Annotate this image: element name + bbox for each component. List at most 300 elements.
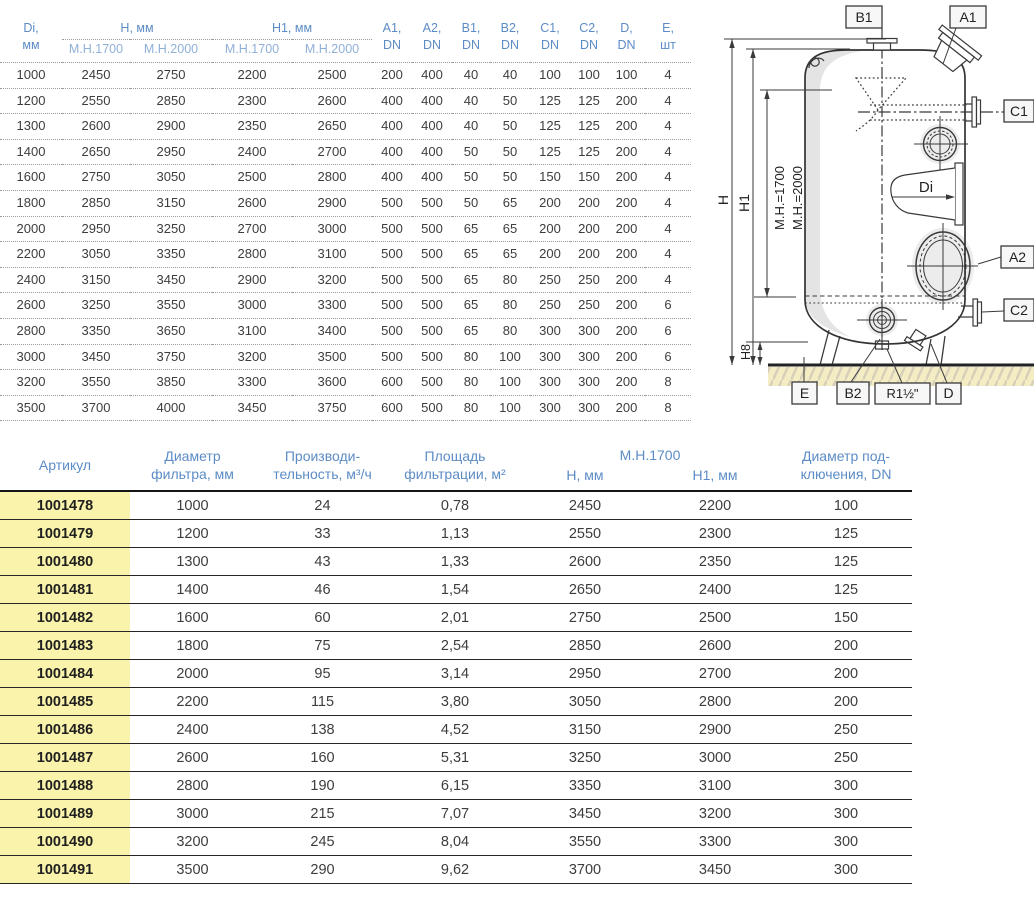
svg-text:E: E (799, 385, 810, 401)
cell: 200 (372, 63, 412, 89)
cell: 200 (608, 190, 645, 216)
cell: 2000 (0, 216, 62, 242)
col-header-area: Площадь фильтрации, м² (390, 444, 520, 491)
cell: 2600 (130, 744, 255, 772)
col-header-d: D, DN (608, 20, 645, 63)
cell: 200 (608, 344, 645, 370)
cell: 125 (570, 114, 608, 140)
cell: 3000 (130, 800, 255, 828)
label-r-thread (875, 383, 930, 404)
cell: 3,14 (390, 660, 520, 688)
cell: 3850 (130, 370, 212, 396)
cell: 125 (780, 548, 912, 576)
cell: 215 (255, 800, 390, 828)
cell: 4 (645, 267, 691, 293)
cell: 2750 (130, 63, 212, 89)
cell: 1001483 (0, 632, 130, 660)
cell: 3050 (520, 688, 650, 716)
cell: 245 (255, 828, 390, 856)
cell: 200 (780, 632, 912, 660)
cell: 4 (645, 63, 691, 89)
cell: 65 (452, 318, 490, 344)
label-d (936, 383, 961, 404)
col-header-h: Н, мм (520, 464, 650, 491)
cell: 400 (412, 114, 452, 140)
cell: 2550 (62, 88, 130, 114)
svg-text:A2: A2 (1008, 249, 1027, 265)
cell: 3250 (62, 293, 130, 319)
cell: 500 (372, 242, 412, 268)
table-row (0, 88, 691, 114)
cell: 7,07 (390, 800, 520, 828)
cell: 400 (372, 114, 412, 140)
cell: 3,80 (390, 688, 520, 716)
dim-mh1700: М.Н.=1700 (772, 166, 787, 230)
cell: 2750 (62, 165, 130, 191)
cell: 2650 (292, 114, 372, 140)
cell: 1001487 (0, 744, 130, 772)
cell: 200 (608, 293, 645, 319)
cell: 2950 (520, 660, 650, 688)
cell: 300 (570, 318, 608, 344)
cell: 2500 (650, 604, 780, 632)
cell: 500 (412, 242, 452, 268)
table-row (0, 716, 912, 744)
cell: 125 (570, 88, 608, 114)
svg-text:C2: C2 (1010, 302, 1028, 318)
cell: 2600 (520, 548, 650, 576)
cell: 300 (780, 856, 912, 884)
cell: 300 (780, 828, 912, 856)
table-row (0, 576, 912, 604)
cell: 1000 (130, 491, 255, 520)
cell: 3450 (130, 267, 212, 293)
cell: 2200 (650, 491, 780, 520)
cell: 500 (372, 318, 412, 344)
col-group-h: Н, мм (62, 20, 212, 40)
cell: 1600 (0, 165, 62, 191)
cell: 2600 (212, 190, 292, 216)
cell: 2900 (650, 716, 780, 744)
table-row (0, 139, 691, 165)
cell: 200 (608, 267, 645, 293)
cell: 6 (645, 293, 691, 319)
cell: 500 (412, 293, 452, 319)
cell: 3150 (520, 716, 650, 744)
cell: 100 (780, 491, 912, 520)
table-row (0, 344, 691, 370)
cell: 3250 (130, 216, 212, 242)
cell: 2200 (130, 688, 255, 716)
cell: 2850 (520, 632, 650, 660)
cell: 2900 (130, 114, 212, 140)
cell: 1300 (130, 548, 255, 576)
cell: 6 (645, 344, 691, 370)
cell: 138 (255, 716, 390, 744)
cell: 300 (570, 370, 608, 396)
svg-text:D: D (943, 385, 954, 401)
cell: 3000 (0, 344, 62, 370)
cell: 3050 (130, 165, 212, 191)
subheader-mh1700-h: М.Н.1700 (62, 40, 130, 63)
table-row (0, 744, 912, 772)
cell: 50 (490, 114, 530, 140)
cell: 2450 (520, 491, 650, 520)
svg-text:B2: B2 (844, 385, 862, 401)
cell: 600 (372, 395, 412, 421)
dim-mh2000: М.Н.=2000 (790, 166, 805, 230)
cell: 2600 (62, 114, 130, 140)
cell: 200 (608, 216, 645, 242)
cell: 400 (372, 165, 412, 191)
cell: 3650 (130, 318, 212, 344)
cell: 2400 (0, 267, 62, 293)
cell: 40 (452, 63, 490, 89)
cell: 75 (255, 632, 390, 660)
cell: 2650 (520, 576, 650, 604)
cell: 80 (452, 370, 490, 396)
cell: 400 (372, 88, 412, 114)
cell: 3100 (212, 318, 292, 344)
cell: 3350 (130, 242, 212, 268)
cell: 1001489 (0, 800, 130, 828)
cell: 200 (570, 190, 608, 216)
cell: 3300 (650, 828, 780, 856)
b1-nozzle (867, 39, 897, 51)
cell: 400 (412, 139, 452, 165)
label-b1 (846, 6, 882, 28)
product-header-row-1 (0, 444, 912, 464)
cell: 200 (530, 190, 570, 216)
col-header-h1: Н1, мм (650, 464, 780, 491)
cell: 200 (608, 318, 645, 344)
cell: 1001488 (0, 772, 130, 800)
cell: 3150 (62, 267, 130, 293)
cell: 2800 (212, 242, 292, 268)
cell: 2700 (212, 216, 292, 242)
cell: 6 (645, 318, 691, 344)
cell: 3700 (62, 395, 130, 421)
cell: 3000 (650, 744, 780, 772)
cell: 3200 (650, 800, 780, 828)
col-group-mh1700: М.Н.1700 (619, 447, 681, 463)
cell: 40 (452, 88, 490, 114)
cell: 40 (490, 63, 530, 89)
cell: 100 (490, 344, 530, 370)
cell: 4 (645, 242, 691, 268)
cell: 200 (608, 139, 645, 165)
col-header-a2: A2, DN (412, 20, 452, 63)
cell: 40 (452, 114, 490, 140)
table-row (0, 267, 691, 293)
cell: 2300 (212, 88, 292, 114)
cell: 3100 (650, 772, 780, 800)
cell: 2850 (62, 190, 130, 216)
col-header-c1: C1, DN (530, 20, 570, 63)
cell: 3500 (0, 395, 62, 421)
cell: 150 (780, 604, 912, 632)
cell: 3000 (292, 216, 372, 242)
cell: 300 (570, 344, 608, 370)
spec-table-body (0, 63, 691, 421)
cell: 500 (412, 395, 452, 421)
cell: 2700 (292, 139, 372, 165)
cell: 1001491 (0, 856, 130, 884)
cell: 2800 (130, 772, 255, 800)
col-header-capacity: Производи- тельность, м³/ч (255, 444, 390, 491)
table-row (0, 772, 912, 800)
col-header-di-line1: Di, (23, 21, 39, 35)
cell: 2800 (292, 165, 372, 191)
col-header-dn: Диаметр под- ключения, DN (780, 444, 912, 491)
cell: 200 (570, 216, 608, 242)
cell: 2950 (130, 139, 212, 165)
cell: 1200 (0, 88, 62, 114)
cell: 9,62 (390, 856, 520, 884)
cell: 290 (255, 856, 390, 884)
cell: 3550 (130, 293, 212, 319)
dim-h8: H8 (739, 344, 753, 360)
cell: 3350 (520, 772, 650, 800)
cell: 5,31 (390, 744, 520, 772)
cell: 200 (780, 688, 912, 716)
cell: 1600 (130, 604, 255, 632)
label-c2 (1004, 299, 1034, 321)
cell: 2900 (212, 267, 292, 293)
cell: 3450 (212, 395, 292, 421)
cell: 3350 (62, 318, 130, 344)
cell: 50 (490, 139, 530, 165)
cell: 3300 (212, 370, 292, 396)
table-row (0, 114, 691, 140)
cell: 1,13 (390, 520, 520, 548)
subheader-mh1700-h1: М.Н.1700 (212, 40, 292, 63)
cell: 2650 (62, 139, 130, 165)
cell: 65 (490, 216, 530, 242)
product-table (0, 444, 912, 884)
cell: 100 (490, 370, 530, 396)
cell: 50 (490, 165, 530, 191)
cell: 3450 (62, 344, 130, 370)
cell: 600 (372, 370, 412, 396)
cell: 6,15 (390, 772, 520, 800)
cell: 2,54 (390, 632, 520, 660)
cell: 2600 (292, 88, 372, 114)
cell: 2500 (212, 165, 292, 191)
label-c1 (1004, 100, 1034, 122)
cell: 300 (530, 318, 570, 344)
subheader-mh2000-h1: М.Н.2000 (292, 40, 372, 63)
cell: 3000 (212, 293, 292, 319)
cell: 3750 (292, 395, 372, 421)
table-row (0, 216, 691, 242)
cell: 300 (780, 772, 912, 800)
cell: 125 (570, 139, 608, 165)
dim-h1: H1 (736, 194, 752, 212)
cell: 200 (780, 660, 912, 688)
cell: 150 (530, 165, 570, 191)
cell: 2000 (130, 660, 255, 688)
table-row (0, 293, 691, 319)
cell: 125 (530, 114, 570, 140)
table-row (0, 165, 691, 191)
cell: 65 (452, 216, 490, 242)
dimensions-table (0, 20, 691, 421)
cell: 250 (530, 293, 570, 319)
cell: 500 (372, 267, 412, 293)
product-table-body (0, 491, 912, 884)
cell: 200 (608, 370, 645, 396)
cell: 100 (608, 63, 645, 89)
cell: 100 (530, 63, 570, 89)
cell: 3600 (292, 370, 372, 396)
cell: 3150 (130, 190, 212, 216)
cell: 50 (452, 165, 490, 191)
cell: 125 (530, 139, 570, 165)
cell: 3200 (292, 267, 372, 293)
cell: 100 (490, 395, 530, 421)
cell: 1001482 (0, 604, 130, 632)
table-row (0, 548, 912, 576)
table-row (0, 604, 912, 632)
cell: 1001485 (0, 688, 130, 716)
cell: 2750 (520, 604, 650, 632)
cell: 300 (530, 395, 570, 421)
cell: 1400 (0, 139, 62, 165)
cell: 2350 (650, 548, 780, 576)
cell: 80 (452, 344, 490, 370)
col-header-di (0, 20, 62, 63)
cell: 65 (452, 293, 490, 319)
cell: 1800 (0, 190, 62, 216)
cell: 2200 (0, 242, 62, 268)
subheader-mh2000-h: М.Н.2000 (130, 40, 212, 63)
cell: 500 (412, 318, 452, 344)
cell: 200 (530, 242, 570, 268)
cell: 3100 (292, 242, 372, 268)
cell: 125 (780, 576, 912, 604)
cell: 1001478 (0, 491, 130, 520)
cell: 3500 (292, 344, 372, 370)
svg-text:A1: A1 (959, 9, 977, 25)
cell: 190 (255, 772, 390, 800)
cell: 80 (490, 267, 530, 293)
cell: 500 (412, 267, 452, 293)
cell: 3550 (62, 370, 130, 396)
col-header-c2: C2, DN (570, 20, 608, 63)
cell: 2450 (62, 63, 130, 89)
col-header-diameter: Диаметр фильтра, мм (130, 444, 255, 491)
cell: 500 (372, 216, 412, 242)
cell: 1300 (0, 114, 62, 140)
cell: 2350 (212, 114, 292, 140)
cell: 1000 (0, 63, 62, 89)
cell: 50 (452, 190, 490, 216)
cell: 200 (530, 216, 570, 242)
cell: 3450 (520, 800, 650, 828)
cell: 1400 (130, 576, 255, 604)
cell: 4 (645, 190, 691, 216)
table-row (0, 395, 691, 421)
table-row (0, 856, 912, 884)
cell: 300 (570, 395, 608, 421)
cell: 2200 (212, 63, 292, 89)
cell: 2400 (650, 576, 780, 604)
cell: 500 (372, 344, 412, 370)
cell: 400 (372, 139, 412, 165)
col-header-article: Артикул (0, 444, 130, 491)
cell: 2500 (292, 63, 372, 89)
cell: 4 (645, 216, 691, 242)
cell: 400 (412, 88, 452, 114)
cell: 3700 (520, 856, 650, 884)
cell: 95 (255, 660, 390, 688)
table-row (0, 242, 691, 268)
cell: 1001490 (0, 828, 130, 856)
cell: 125 (780, 520, 912, 548)
vessel-technical-drawing (710, 0, 1034, 424)
table-row (0, 190, 691, 216)
table-row (0, 828, 912, 856)
cell: 2600 (650, 632, 780, 660)
cell: 4 (645, 139, 691, 165)
dim-h: H (715, 194, 731, 206)
cell: 2400 (130, 716, 255, 744)
cell: 400 (412, 165, 452, 191)
cell: 500 (412, 370, 452, 396)
cell: 3250 (520, 744, 650, 772)
cell: 100 (570, 63, 608, 89)
cell: 250 (780, 716, 912, 744)
cell: 200 (608, 395, 645, 421)
cell: 2700 (650, 660, 780, 688)
cell: 250 (780, 744, 912, 772)
cell: 200 (608, 114, 645, 140)
cell: 500 (372, 190, 412, 216)
cell: 3050 (62, 242, 130, 268)
cell: 2850 (130, 88, 212, 114)
cell: 80 (452, 395, 490, 421)
cell: 300 (780, 800, 912, 828)
cell: 24 (255, 491, 390, 520)
label-e (792, 382, 817, 404)
cell: 1800 (130, 632, 255, 660)
cell: 2950 (62, 216, 130, 242)
table-row (0, 660, 912, 688)
cell: 2900 (292, 190, 372, 216)
di-label: Di (918, 179, 934, 196)
cell: 200 (608, 242, 645, 268)
cell: 2400 (212, 139, 292, 165)
svg-text:R1½": R1½" (886, 386, 919, 401)
cell: 0,78 (390, 491, 520, 520)
label-a2 (1001, 246, 1034, 268)
cell: 500 (372, 293, 412, 319)
cell: 1001486 (0, 716, 130, 744)
cell: 8 (645, 395, 691, 421)
cell: 1001481 (0, 576, 130, 604)
cell: 4 (645, 88, 691, 114)
cell: 3200 (130, 828, 255, 856)
cell: 250 (570, 293, 608, 319)
cell: 1001479 (0, 520, 130, 548)
table-row (0, 63, 691, 89)
cell: 65 (452, 242, 490, 268)
table-row (0, 370, 691, 396)
cell: 33 (255, 520, 390, 548)
cell: 8,04 (390, 828, 520, 856)
cell: 250 (570, 267, 608, 293)
